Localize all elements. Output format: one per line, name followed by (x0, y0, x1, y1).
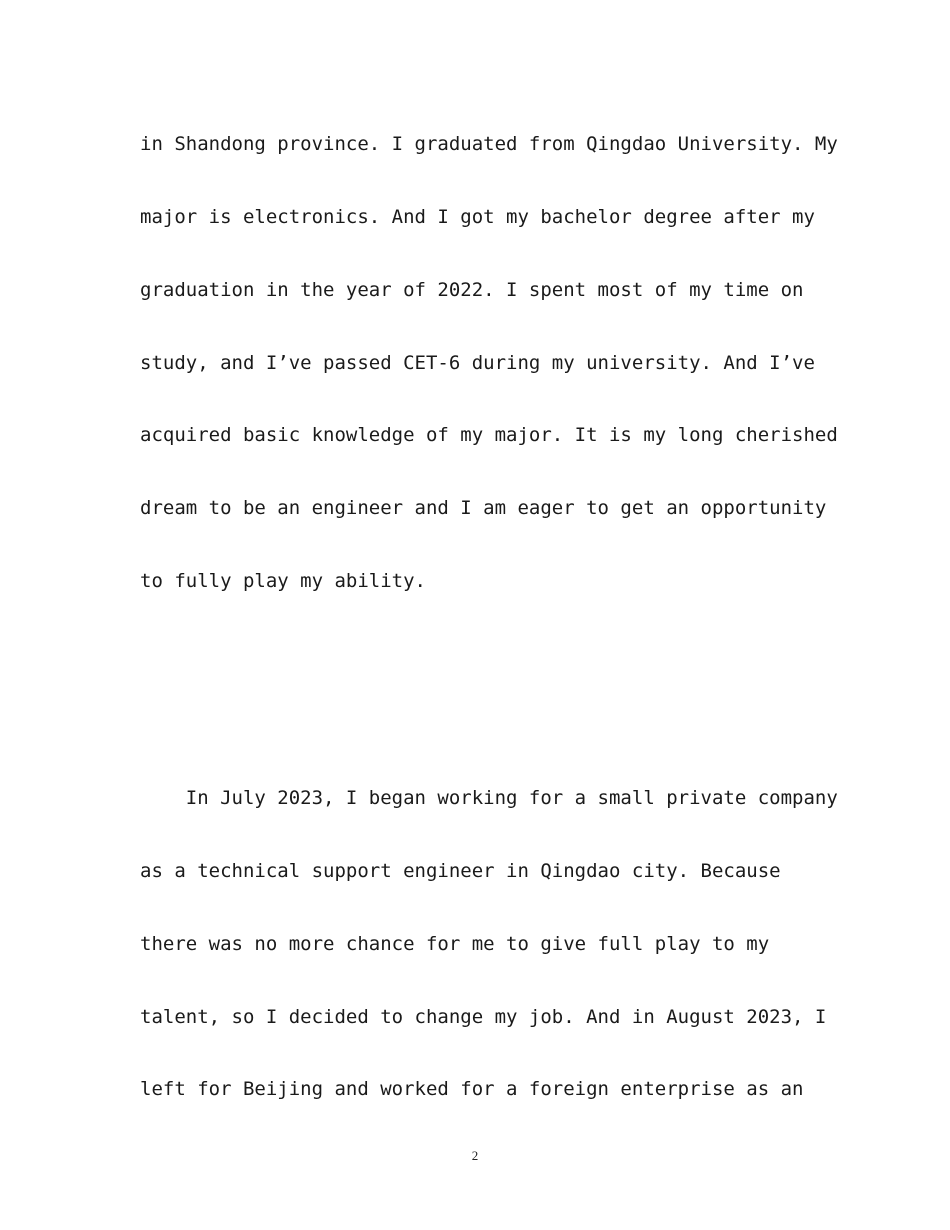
text-line: major is electronics. And I got my bachelor degree after my (140, 206, 815, 228)
text-line: acquired basic knowledge of my major. It is my long cherished (140, 424, 838, 446)
text-line: dream to be an engineer and I am eager to get an opportunity (140, 497, 827, 519)
text-line: as a technical support engineer in Qingdao city. Because (140, 860, 781, 882)
text-line: left for Beijing and worked for a foreign enterprise as an (140, 1078, 804, 1100)
text-line: graduation in the year of 2022. I spent most of my time on (140, 279, 804, 301)
text-line: In July 2023, I began working for a small private company (140, 787, 838, 809)
text-line: talent, so I decided to change my job. And in August 2023, I (140, 1006, 827, 1028)
text-line: study, and I’ve passed CET-6 during my university. And I’ve (140, 352, 815, 374)
text-line: there was no more chance for me to give full play to my (140, 933, 770, 955)
text-line: in Shandong province. I graduated from Qingdao University. My (140, 133, 838, 155)
text-line: to fully play my ability. (140, 570, 426, 592)
page-number: 2 (471, 1148, 479, 1163)
